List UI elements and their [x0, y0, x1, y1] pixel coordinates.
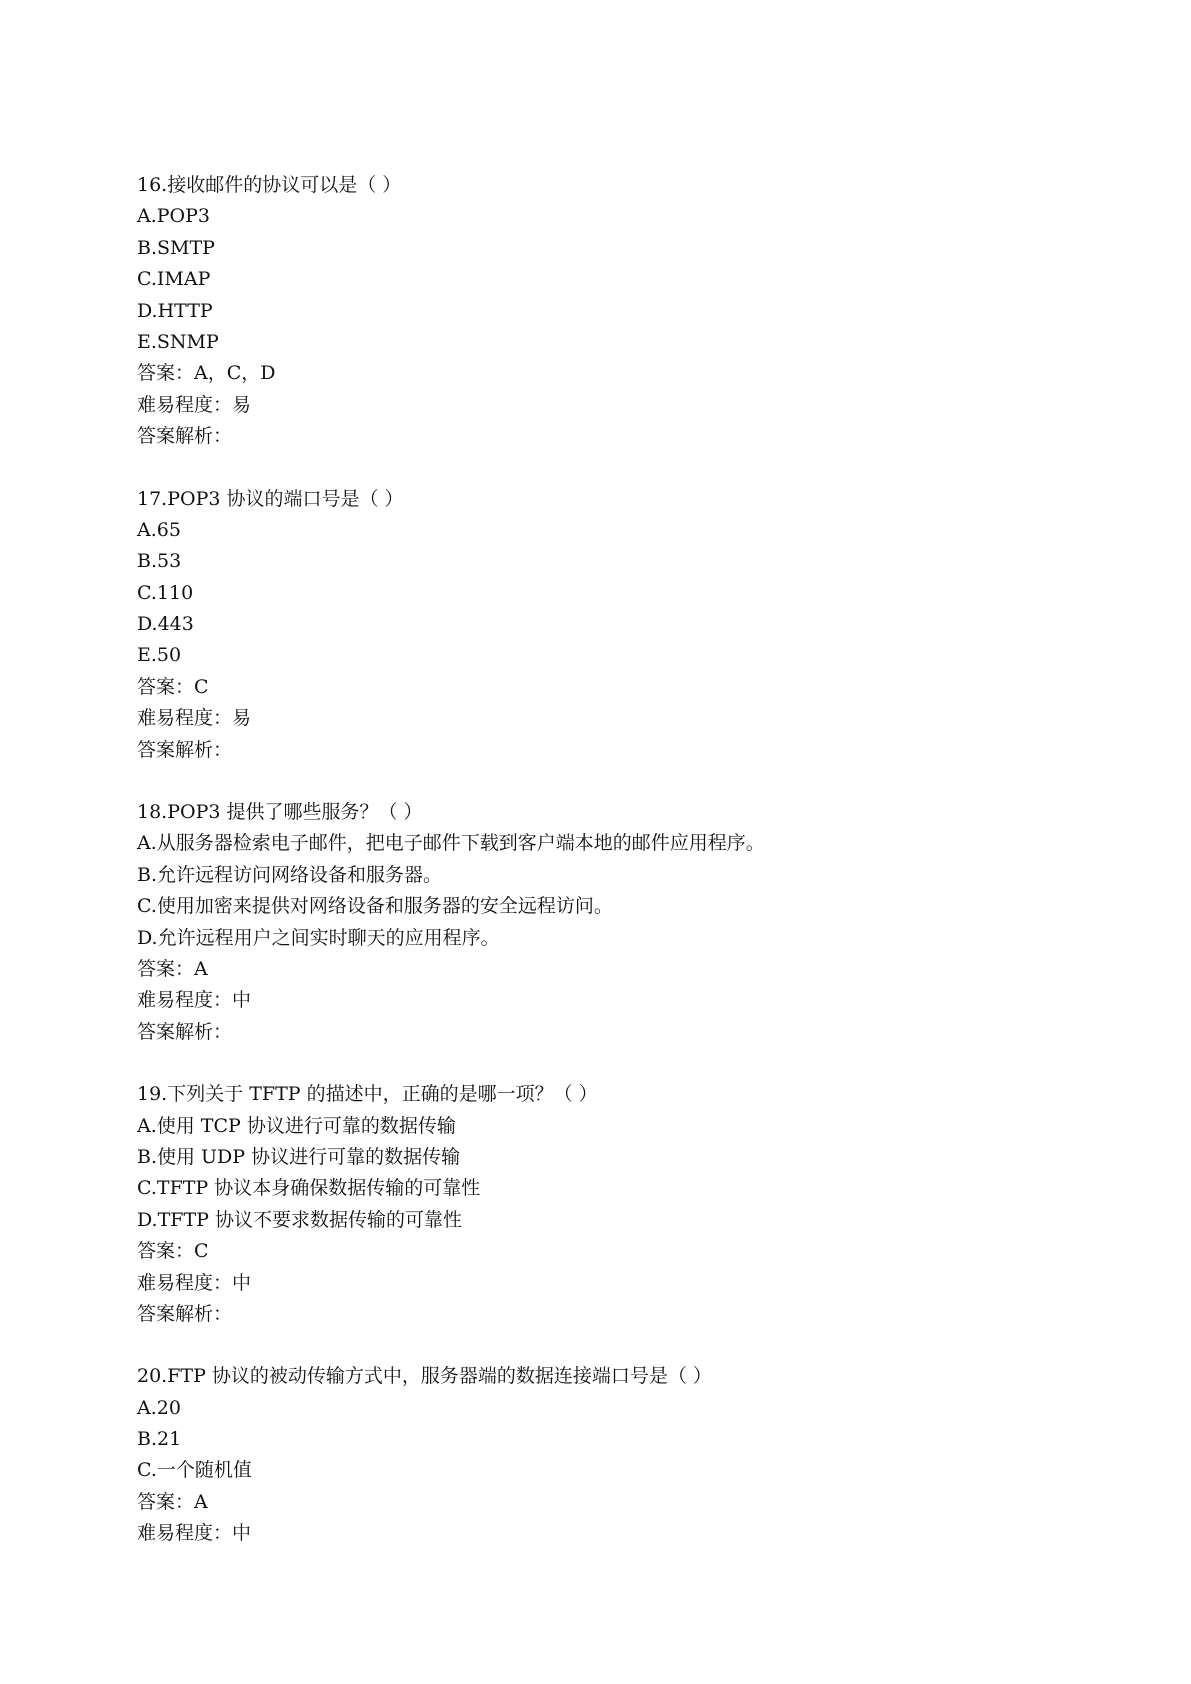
question-stem: 18.POP3 提供了哪些服务？（ ） — [137, 801, 423, 824]
option-e: E.50 — [137, 644, 182, 667]
question-16 — [137, 170, 1137, 453]
answer-analysis: 答案解析： — [137, 425, 233, 448]
option-a: A.20 — [137, 1396, 181, 1419]
option-c: C.110 — [137, 581, 194, 604]
question-19 — [137, 1079, 1137, 1330]
option-b: B.21 — [137, 1428, 182, 1451]
difficulty: 难易程度：易 — [137, 707, 252, 730]
option-d: D.HTTP — [137, 299, 213, 322]
difficulty: 难易程度：中 — [137, 1522, 252, 1545]
answer-analysis: 答案解析： — [137, 1302, 233, 1325]
question-17 — [137, 484, 1137, 767]
option-d: D.允许远程用户之间实时聊天的应用程序。 — [137, 926, 500, 949]
option-a: A.POP3 — [137, 205, 210, 228]
question-stem: 19.下列关于 TFTP 的描述中，正确的是哪一项？（ ） — [137, 1083, 598, 1106]
answer: 答案：C — [137, 675, 209, 698]
option-c: C.IMAP — [137, 268, 211, 291]
option-b: B.允许远程访问网络设备和服务器。 — [137, 863, 443, 886]
answer-analysis: 答案解析： — [137, 1020, 233, 1043]
question-stem: 17.POP3 协议的端口号是（ ） — [137, 487, 404, 510]
difficulty: 难易程度：中 — [137, 989, 252, 1012]
option-c: C.使用加密来提供对网络设备和服务器的安全远程访问。 — [137, 895, 613, 918]
option-e: E.SNMP — [137, 330, 219, 353]
answer: 答案：A — [137, 1490, 208, 1513]
question-stem: 16.接收邮件的协议可以是（ ） — [137, 174, 402, 196]
answer: 答案：A，C，D — [137, 362, 276, 385]
option-c: C.TFTP 协议本身确保数据传输的可靠性 — [137, 1177, 481, 1200]
option-d: D.443 — [137, 613, 194, 636]
option-a: A.从服务器检索电子邮件，把电子邮件下载到客户端本地的邮件应用程序。 — [137, 832, 765, 855]
answer: 答案：C — [137, 1240, 209, 1263]
option-b: B.53 — [137, 550, 182, 573]
option-a: A.使用 TCP 协议进行可靠的数据传输 — [137, 1114, 456, 1137]
option-d: D.TFTP 协议不要求数据传输的可靠性 — [137, 1208, 462, 1231]
option-c: C.一个随机值 — [137, 1459, 252, 1482]
question-18 — [137, 797, 1137, 1048]
question-20 — [137, 1361, 1137, 1549]
document-page — [137, 170, 1137, 1581]
option-b: B.使用 UDP 协议进行可靠的数据传输 — [137, 1145, 461, 1168]
answer-analysis: 答案解析： — [137, 738, 233, 761]
difficulty: 难易程度：易 — [137, 393, 252, 416]
difficulty: 难易程度：中 — [137, 1271, 252, 1294]
option-b: B.SMTP — [137, 236, 215, 259]
answer: 答案：A — [137, 957, 208, 980]
option-a: A.65 — [137, 518, 181, 541]
question-stem: 20.FTP 协议的被动传输方式中，服务器端的数据连接端口号是（ ） — [137, 1365, 712, 1388]
